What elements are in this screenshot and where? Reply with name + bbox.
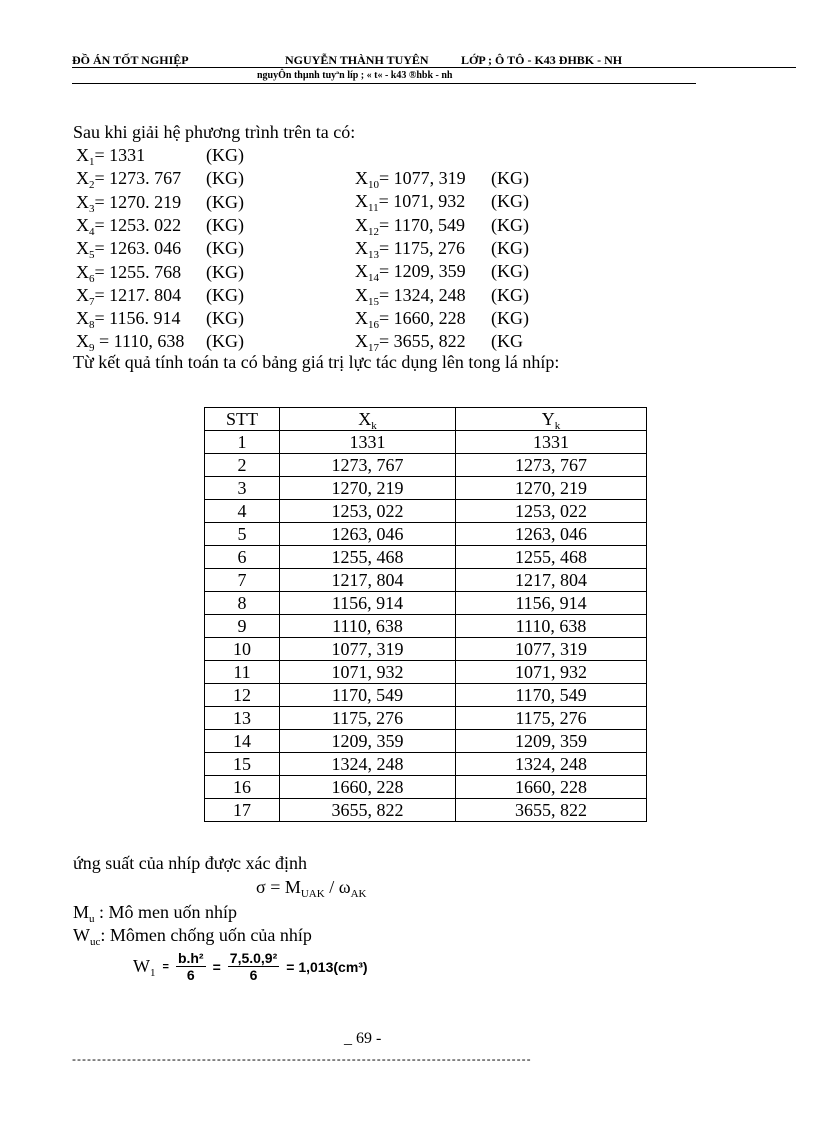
solutions_right-row: $X_{17}= 3655$, 822	[355, 331, 466, 355]
cell-y: 1270, 219	[456, 477, 647, 500]
cell-stt: 13	[205, 707, 280, 730]
solutions_left-unit: (KG)	[206, 214, 244, 235]
table-body	[205, 431, 647, 822]
solutions_right-row: $X_{11}= 1071$, 932	[355, 191, 466, 215]
solutions_right-row: $X_{16}= 1660$, 228	[355, 307, 466, 331]
cell-x: 1660, 228	[280, 776, 456, 799]
w1-eq: =	[162, 960, 169, 973]
solutions_left-row: $X_5= 1263$. 046	[76, 238, 182, 262]
cell-stt: 10	[205, 638, 280, 661]
solutions_left-unit: (KG)	[206, 284, 244, 305]
solutions_left-row: $X_1= 1331$	[76, 145, 146, 168]
cell-y: 1331	[456, 431, 647, 454]
solutions_right-unit: (KG)	[491, 191, 529, 212]
table-intro: Từ kết quả tính toán ta có bảng giá trị lực tác dụng lên tong lá nhíp:	[73, 352, 560, 372]
cell-x: 1071, 932	[280, 661, 456, 684]
solutions_left-unit: (KG)	[206, 238, 244, 259]
cell-x: 1263, 046	[280, 523, 456, 546]
solutions_right-unit: (KG)	[491, 284, 529, 305]
cell-stt: 5	[205, 523, 280, 546]
solutions_right-row: $X_{14}= 1209$, 359	[355, 261, 466, 285]
solutions_left-row: $X_4= 1253$. 022	[76, 214, 182, 238]
cell-x: 1217, 804	[280, 569, 456, 592]
solutions_left-row: $X_6= 1255$. 768	[76, 261, 182, 285]
table-row	[205, 569, 647, 592]
cell-x: 1156, 914	[280, 592, 456, 615]
cell-x: 1209, 359	[280, 730, 456, 753]
header-rule-top	[72, 67, 796, 68]
solutions_left-unit: (KG)	[206, 308, 244, 329]
table-row	[205, 661, 647, 684]
cell-x: 1110, 638	[280, 615, 456, 638]
solutions_right-unit: (KG	[491, 331, 523, 352]
header-y: $Y_k$	[456, 408, 647, 431]
cell-stt: 14	[205, 730, 280, 753]
solutions_left-unit: (KG)	[206, 145, 244, 165]
solutions_right-row: $X_{15}= 1324$, 248	[355, 284, 466, 308]
header-author: NGUYỄN THÀNH TUYÊN	[285, 53, 429, 67]
cell-y: 1170, 549	[456, 684, 647, 707]
solutions_left-row: $X_2= 1273$. 767	[76, 168, 182, 192]
solutions_left-unit: (KG)	[206, 261, 244, 282]
table-row	[205, 592, 647, 615]
table-row	[205, 638, 647, 661]
solutions_left-row: $X_8= 1156$. 914	[76, 308, 181, 332]
mu-definition: $M_u$ : Mô men uốn nhíp	[73, 902, 238, 925]
cell-y: 1324, 248	[456, 753, 647, 776]
table-row	[205, 546, 647, 569]
table-row	[205, 776, 647, 799]
solutions_right-row: $X_{13}= 1175$, 276	[355, 237, 465, 261]
intro-text: Sau khi giải hệ phương trình trên ta có:	[73, 122, 356, 142]
solutions_right-unit: (KG)	[491, 168, 529, 188]
w1-frac2: $\frac{\text{7,5.0,9²}}{6}$	[229, 950, 278, 983]
table-row	[205, 477, 647, 500]
header-rule-bottom	[72, 83, 696, 84]
table-row	[205, 684, 647, 707]
cell-stt: 16	[205, 776, 280, 799]
w1-result: = 1,013(cm³)	[286, 958, 368, 975]
force-table	[204, 407, 647, 822]
cell-y: 1217, 804	[456, 569, 647, 592]
cell-x: 1255, 468	[280, 546, 456, 569]
cell-y: 3655, 822	[456, 799, 647, 822]
cell-x: 1253, 022	[280, 500, 456, 523]
cell-x: 1324, 248	[280, 753, 456, 776]
footer-dashes: --------------------------------------------------------------------------------------------	[72, 1052, 532, 1066]
header-stt: STT	[205, 408, 280, 431]
cell-stt: 17	[205, 799, 280, 822]
cell-stt: 9	[205, 615, 280, 638]
table-row	[205, 431, 647, 454]
table-row	[205, 707, 647, 730]
cell-x: 3655, 822	[280, 799, 456, 822]
table-header-row	[205, 408, 647, 431]
wuc-definition: $W_{uc}$: Mômen chống uốn của nhíp	[73, 925, 312, 948]
solutions_right-unit: (KG)	[491, 237, 529, 258]
cell-stt: 3	[205, 477, 280, 500]
cell-x: 1077, 319	[280, 638, 456, 661]
cell-stt: 7	[205, 569, 280, 592]
w1-eq2: =	[212, 958, 221, 975]
solutions_left-unit: (KG)	[206, 331, 244, 352]
header-garbled: nguyÔn thµnh tuyªn líp ; « t« - k43 ®hbk - nh	[257, 70, 453, 81]
cell-x: 1273, 767	[280, 454, 456, 477]
table-row	[205, 799, 647, 822]
cell-stt: 11	[205, 661, 280, 684]
cell-stt: 1	[205, 431, 280, 454]
table-row	[205, 730, 647, 753]
cell-stt: 4	[205, 500, 280, 523]
table-row	[205, 753, 647, 776]
cell-y: 1209, 359	[456, 730, 647, 753]
table-row	[205, 500, 647, 523]
solutions_right-unit: (KG)	[491, 261, 529, 282]
solutions_right-row: $X_{10}= 1077$, 319	[355, 168, 466, 191]
table-row	[205, 615, 647, 638]
header-class: LỚP ; Ô TÔ - K43 ĐHBK - NH	[461, 53, 623, 67]
stress-formula: $\sigma = M_{UAK} / \omega_{AK}$	[256, 877, 367, 900]
cell-y: 1255, 468	[456, 546, 647, 569]
solutions_left-unit: (KG)	[206, 191, 244, 212]
header-left: ĐỒ ÁN TỐT NGHIỆP	[72, 53, 189, 67]
page-number: _ 69 -	[344, 1030, 382, 1047]
stress-intro: ứng suất của nhíp được xác định	[73, 853, 307, 873]
cell-stt: 8	[205, 592, 280, 615]
cell-y: 1660, 228	[456, 776, 647, 799]
cell-y: 1273, 767	[456, 454, 647, 477]
solutions_left-row: $X_3= 1270$. 219	[76, 191, 182, 215]
cell-y: 1071, 932	[456, 661, 647, 684]
header-x: $X_k$	[280, 408, 456, 431]
solutions_left-row: $X_9 = 1110$, 638	[76, 331, 185, 355]
cell-y: 1110, 638	[456, 615, 647, 638]
cell-stt: 6	[205, 546, 280, 569]
solutions_right-unit: (KG)	[491, 214, 529, 235]
solutions_right-row: $X_{12}= 1170$, 549	[355, 214, 465, 238]
solutions_right-unit: (KG)	[491, 307, 529, 328]
cell-y: 1175, 276	[456, 707, 647, 730]
cell-x: 1331	[280, 431, 456, 454]
cell-stt: 12	[205, 684, 280, 707]
cell-x: 1170, 549	[280, 684, 456, 707]
cell-y: 1077, 319	[456, 638, 647, 661]
w1-frac1: $\frac{\text{b.h²}}{6}$	[177, 950, 204, 983]
cell-stt: 15	[205, 753, 280, 776]
w1-formula: $W_1$ = $\frac{\text{b.h²}}{6}$ = $\frac{\text{7,5.0,9²}}{6}$ = 1,013(cm³)	[133, 950, 368, 983]
table-row	[205, 523, 647, 546]
table-row	[205, 454, 647, 477]
solutions_left-unit: (KG)	[206, 168, 244, 189]
cell-stt: 2	[205, 454, 280, 477]
cell-x: 1270, 219	[280, 477, 456, 500]
solutions_left-row: $X_7= 1217$. 804	[76, 284, 182, 308]
cell-y: 1263, 046	[456, 523, 647, 546]
cell-y: 1253, 022	[456, 500, 647, 523]
cell-y: 1156, 914	[456, 592, 647, 615]
cell-x: 1175, 276	[280, 707, 456, 730]
